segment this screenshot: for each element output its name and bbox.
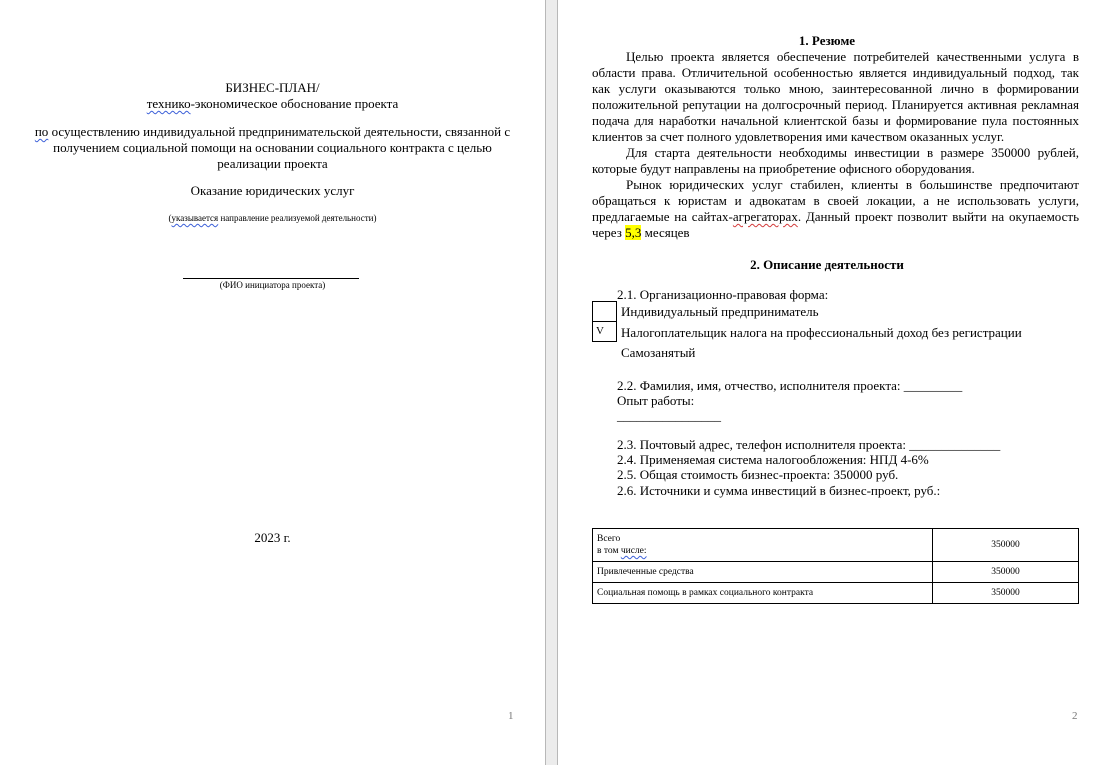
experience-blank: ________________ <box>617 408 721 423</box>
activity-hint: (указывается направление реализуемой деятельности) <box>168 213 377 223</box>
year: 2023 г. <box>254 530 291 545</box>
section-2-title: 2. Описание деятельности <box>750 257 904 272</box>
page-number: 2 <box>1072 710 1078 722</box>
investment-table <box>592 528 1079 604</box>
summary-paragraph-3: Рынок юридических услуг стабилен, клиенты в большинстве предпочитают обращаться к юристам и адвокатам в своей локации, а не использовать услуги, предлагаемые на сайтах-агрегаторах. Данный проект позволит выйти на окупаемость через 5,3 месяцев <box>592 177 1079 240</box>
table-row <box>593 562 1079 583</box>
item-2-4: 2.4. Применяемая система налогообложения: НПД 4-6% <box>617 452 929 467</box>
table-row <box>593 529 1079 562</box>
table-cell-label: Всего в том числе: <box>593 529 933 562</box>
checkbox-individual-entrepreneur[interactable] <box>592 301 617 322</box>
table-cell-value: 350000 <box>933 583 1079 604</box>
item-2-6: 2.6. Источники и сумма инвестиций в бизнес-проект, руб.: <box>617 483 941 498</box>
check-mark: V <box>596 325 604 337</box>
spellcheck-word[interactable]: технико <box>146 96 191 111</box>
page-2 <box>558 0 1096 765</box>
purpose-line-2: получением социальной помощи на основании социального контракта с целью <box>53 140 492 155</box>
summary-text <box>592 49 1079 241</box>
table-cell-value: 350000 <box>933 562 1079 583</box>
title-line-2: технико-экономическое обоснование проекта <box>146 96 399 111</box>
signature-line <box>183 278 359 279</box>
item-2-1: 2.1. Организационно-правовая форма: <box>617 287 829 302</box>
experience-label: Опыт работы: <box>617 393 695 408</box>
section-1-title: 1. Резюме <box>798 33 856 48</box>
purpose-block <box>10 124 535 172</box>
initiator-hint: (ФИО инициатора проекта) <box>219 280 326 290</box>
item-2-2: 2.2. Фамилия, имя, отчество, исполнителя проекта: _________ <box>617 378 963 393</box>
summary-paragraph-1: Целью проекта является обеспечение потребителей качественными услуга в области права. Отличительной особенностью является индивидуальный подход, так как услуги оказываются только мною, заинтересованной лично в формировании положительной репутации на долгосрочный период. Планируется активная рекламная подача для наработки начальной клиентской базы и формирование пула постоянных клиентов за счет полного удовлетворения ими качеством оказанных услуг. <box>592 49 1079 144</box>
spellcheck-word[interactable]: агрегаторах <box>732 209 798 224</box>
spellcheck-word[interactable]: указывается <box>171 213 219 223</box>
page-number: 1 <box>508 710 514 722</box>
purpose-line-3: реализации проекта <box>217 156 328 171</box>
title-block <box>0 80 545 112</box>
page-1 <box>0 0 545 765</box>
spellcheck-word[interactable]: по <box>34 124 49 139</box>
highlighted-value: 5,3 <box>625 225 642 240</box>
summary-paragraph-2: Для старта деятельности необходимы инвестиции в размере 350000 рублей, которые будут направлены на приобретение офисного оборудования. <box>592 145 1079 176</box>
option-label: Индивидуальный предприниматель <box>621 304 819 319</box>
item-2-5: 2.5. Общая стоимость бизнес-проекта: 350000 руб. <box>617 467 899 482</box>
option-label: Налогоплательщик налога на профессиональный доход без регистрации <box>621 325 1022 340</box>
page-separator <box>545 0 558 765</box>
table-row <box>593 583 1079 604</box>
table-cell-value: 350000 <box>933 529 1079 562</box>
item-2-3: 2.3. Почтовый адрес, телефон исполнителя проекта: ______________ <box>617 437 1001 452</box>
title-line-1: БИЗНЕС-ПЛАН/ <box>225 80 320 95</box>
option-note: Самозанятый <box>621 345 696 360</box>
spellcheck-word[interactable]: числе: <box>620 546 647 556</box>
table-cell-label: Социальная помощь в рамках социального контракта <box>593 583 933 604</box>
purpose-line-1: по осуществлению индивидуальной предпринимательской деятельности, связанной с <box>34 124 511 139</box>
activity-name: Оказание юридических услуг <box>190 183 355 198</box>
checkbox-self-employed[interactable] <box>592 321 617 342</box>
table-cell-label: Привлеченные средства <box>593 562 933 583</box>
